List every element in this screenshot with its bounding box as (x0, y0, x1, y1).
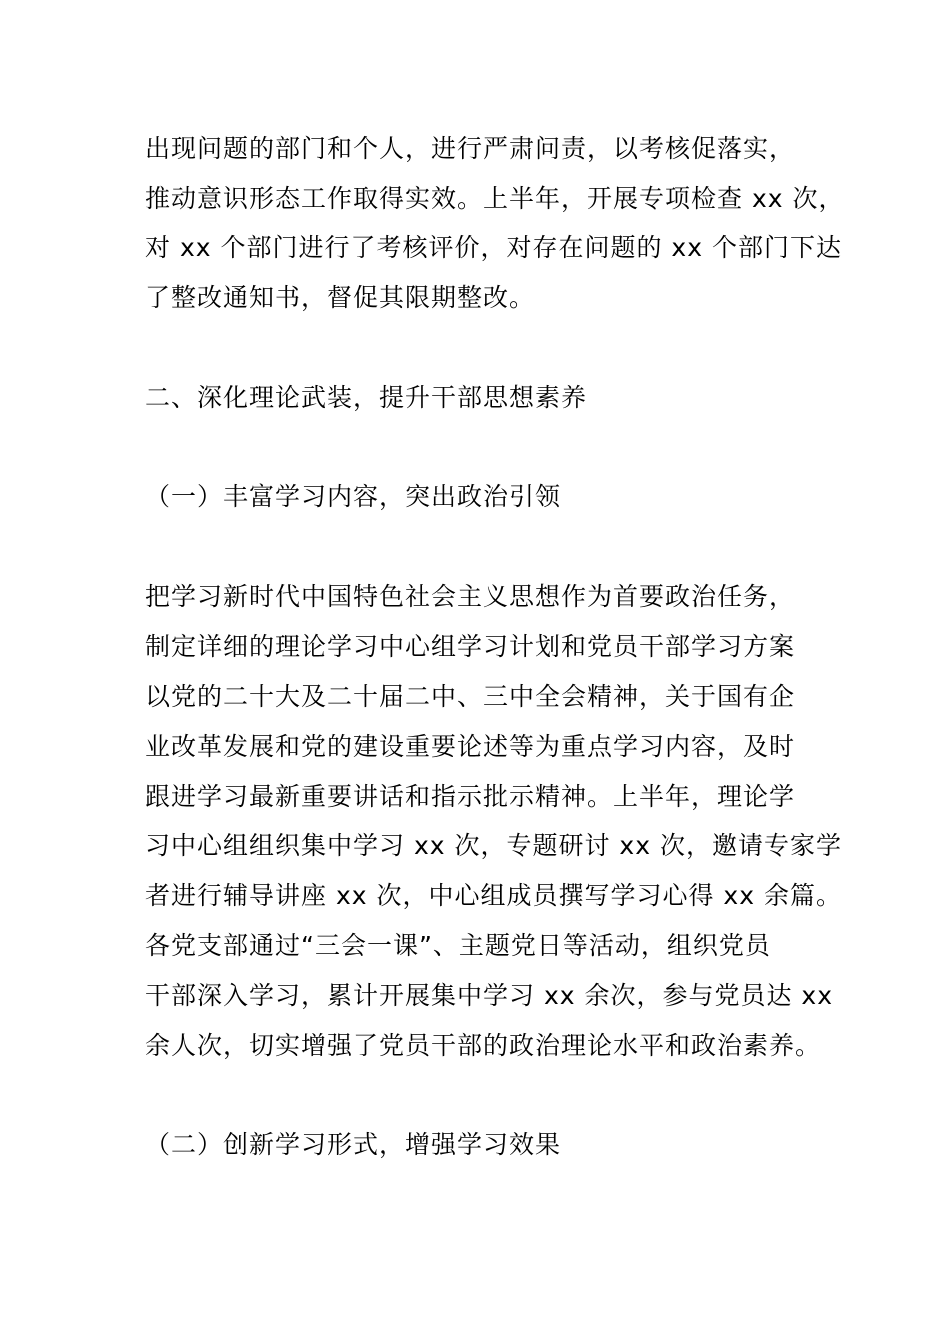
paragraph-line: 了整改通知书，督促其限期整改。 (145, 283, 536, 312)
subsection-heading: （二）创新学习形式，增强学习效果 (145, 1130, 562, 1159)
paragraph-line: 余人次，切实增强了党员干部的政治理论水平和政治素养。 (145, 1031, 822, 1060)
section-heading: 二、深化理论武装，提升干部思想素养 (145, 383, 588, 412)
paragraph-line: 以党的二十大及二十届二中、三中全会精神，关于国有企 (145, 682, 796, 711)
paragraph-line: 出现问题的部门和个人，进行严肃问责，以考核促落实， (145, 134, 796, 163)
paragraph-line: 习中心组组织集中学习 xx 次，专题研讨 xx 次，邀请专家学 (145, 831, 842, 860)
paragraph-line: 跟进学习最新重要讲话和指示批示精神。上半年，理论学 (145, 782, 796, 811)
subsection-heading: （一）丰富学习内容，突出政治引领 (145, 482, 562, 511)
paragraph-line: 对 xx 个部门进行了考核评价，对存在问题的 xx 个部门下达 (145, 233, 842, 262)
paragraph-line: 业改革发展和党的建设重要论述等为重点学习内容，及时 (145, 732, 796, 761)
paragraph-line: 者进行辅导讲座 xx 次，中心组成员撰写学习心得 xx 余篇。 (145, 881, 842, 910)
paragraph-line: 干部深入学习，累计开展集中学习 xx 余次，参与党员达 xx (145, 981, 834, 1010)
paragraph-line: 制定详细的理论学习中心组学习计划和党员干部学习方案 (145, 632, 796, 661)
paragraph-line: 各党支部通过“三会一课”、主题党日等活动，组织党员 (145, 931, 771, 960)
paragraph-line: 推动意识形态工作取得实效。上半年，开展专项检查 xx 次， (145, 184, 845, 213)
paragraph-line: 把学习新时代中国特色社会主义思想作为首要政治任务， (145, 582, 796, 611)
